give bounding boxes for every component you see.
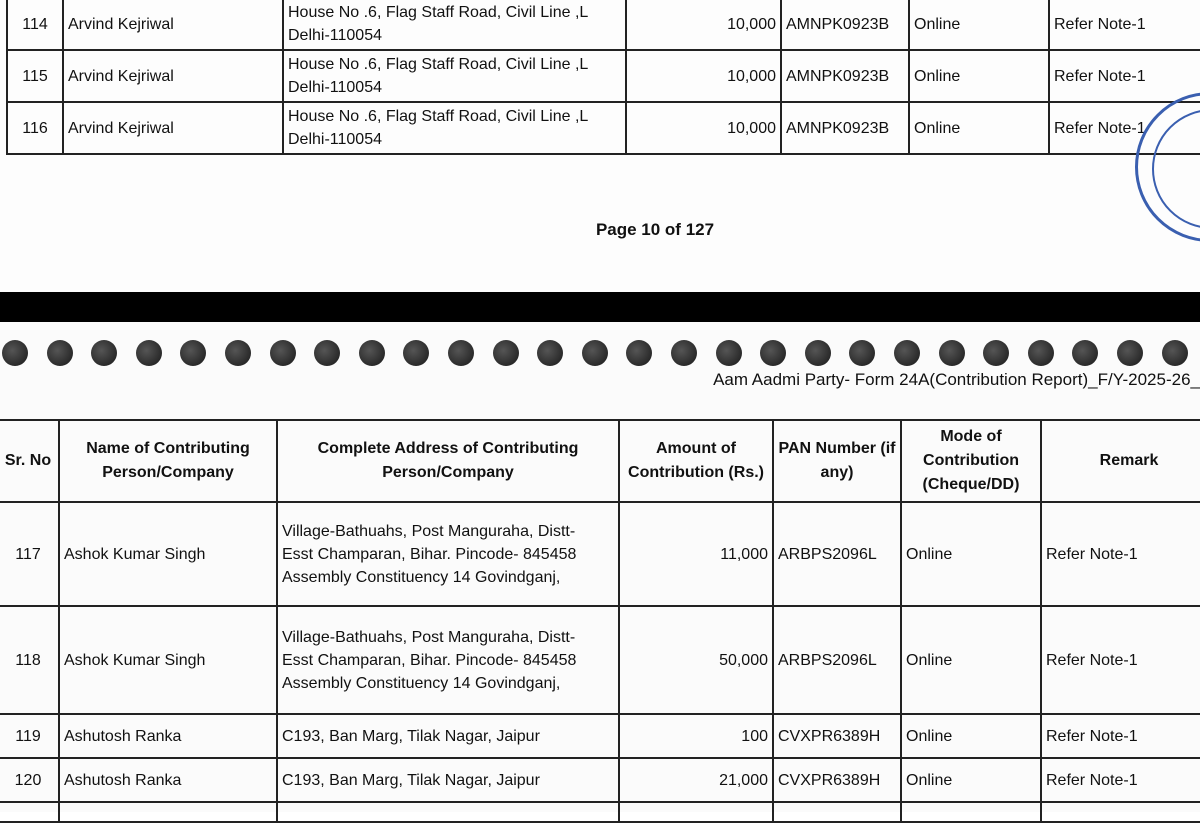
pan-cell: AMNPK0923B [781, 50, 909, 102]
address-cell [283, 50, 626, 102]
remark-cell: Refer Note-1 [1041, 502, 1200, 606]
pan-cell: AMNPK0923B [781, 0, 909, 50]
pan-cell: ARBPS2096L [773, 606, 901, 714]
punch-hole [403, 340, 429, 366]
pan-cell: CVXPR6389H [773, 714, 901, 758]
amount-cell: 100 [619, 714, 773, 758]
remark-cell: Refer Note-1 [1041, 606, 1200, 714]
punch-hole [493, 340, 519, 366]
punch-hole [849, 340, 875, 366]
remark-cell: Refer Note-1 [1049, 50, 1200, 102]
address-line: Esst Champaran, Bihar. Pincode- 845458 [282, 545, 577, 563]
punch-hole [1072, 340, 1098, 366]
mode-cell: Online [901, 758, 1041, 802]
pan-cell: CVXPR6389H [773, 758, 901, 802]
page-number: Page 10 of 127 [595, 220, 715, 239]
address-line: Assembly Constituency 14 Govindganj, [282, 568, 561, 586]
empty-cell [59, 802, 277, 822]
address-cell [277, 606, 619, 714]
address-line: House No .6, Flag Staff Road, Civil Line ,L [288, 4, 589, 21]
address-line: Assembly Constituency 14 Govindganj, [282, 674, 561, 692]
sr-no-cell: 116 [7, 102, 63, 154]
mode-cell: Online [901, 606, 1041, 714]
address-cell: C193, Ban Marg, Tilak Nagar, Jaipur [277, 758, 619, 802]
mode-cell: Online [909, 102, 1049, 154]
mode-cell: Online [909, 50, 1049, 102]
empty-cell [277, 802, 619, 822]
address-line: Village-Bathuahs, Post Manguraha, Distt- [282, 628, 576, 646]
amount-cell: 10,000 [626, 102, 781, 154]
sr-no-cell: 115 [7, 50, 63, 102]
table-row [0, 802, 1200, 822]
table-row [0, 758, 1200, 802]
sr-no-cell: 117 [0, 502, 59, 606]
address-line: Village-Bathuahs, Post Manguraha, Distt- [282, 522, 576, 540]
amount-cell: 11,000 [619, 502, 773, 606]
empty-cell [0, 802, 59, 822]
address-line: Delhi-110054 [288, 131, 382, 148]
remark-cell: Refer Note-1 [1041, 714, 1200, 758]
punch-hole [225, 340, 251, 366]
header-remark: Remark [1041, 420, 1200, 502]
sr-no-cell: 119 [0, 714, 59, 758]
punch-hole [1028, 340, 1054, 366]
punch-hole [270, 340, 296, 366]
punch-holes [0, 340, 1200, 370]
name-cell: Arvind Kejriwal [63, 102, 283, 154]
punch-hole [805, 340, 831, 366]
name-cell: Arvind Kejriwal [63, 50, 283, 102]
form-title: Aam Aadmi Party- Form 24A(Contribution Report)_F/Y-2025-26_ [713, 370, 1200, 389]
table-row [0, 714, 1200, 758]
punch-hole [671, 340, 697, 366]
address-cell [283, 102, 626, 154]
table-row [0, 502, 1200, 606]
mode-cell: Online [901, 502, 1041, 606]
header-amount: Amount of Contribution (Rs.) [619, 420, 773, 502]
mode-cell: Online [909, 0, 1049, 50]
header-mode: Mode of Contribution (Cheque/DD) [901, 420, 1041, 502]
table-row [7, 102, 1200, 154]
punch-hole [939, 340, 965, 366]
header-pan: PAN Number (if any) [773, 420, 901, 502]
name-cell: Ashutosh Ranka [59, 758, 277, 802]
contribution-table [0, 419, 1200, 823]
punch-hole [626, 340, 652, 366]
previous-page-fragment [0, 0, 1200, 292]
empty-cell [1041, 802, 1200, 822]
punch-hole [1162, 340, 1188, 366]
name-cell: Ashutosh Ranka [59, 714, 277, 758]
table-header-row [0, 420, 1200, 502]
address-line: House No .6, Flag Staff Road, Civil Line ,L [288, 108, 589, 125]
page-separator [0, 292, 1200, 322]
empty-cell [773, 802, 901, 822]
punch-hole [47, 340, 73, 366]
address-line: Delhi-110054 [288, 27, 382, 44]
remark-cell: Refer Note-1 [1041, 758, 1200, 802]
punch-hole [2, 340, 28, 366]
amount-cell: 50,000 [619, 606, 773, 714]
name-cell: Ashok Kumar Singh [59, 502, 277, 606]
punch-hole [180, 340, 206, 366]
header-address: Complete Address of Contributing Person/Company [277, 420, 619, 502]
punch-hole [136, 340, 162, 366]
name-cell: Arvind Kejriwal [63, 0, 283, 50]
punch-hole [314, 340, 340, 366]
address-line: Delhi-110054 [288, 79, 382, 96]
table-row [7, 0, 1200, 50]
empty-cell [619, 802, 773, 822]
pan-cell: ARBPS2096L [773, 502, 901, 606]
header-name: Name of Contributing Person/Company [59, 420, 277, 502]
sr-no-cell: 120 [0, 758, 59, 802]
punch-hole [1117, 340, 1143, 366]
empty-cell [901, 802, 1041, 822]
punch-hole [716, 340, 742, 366]
punch-hole [582, 340, 608, 366]
remark-cell: Refer Note-1 [1049, 102, 1200, 154]
punch-hole [359, 340, 385, 366]
punch-hole [91, 340, 117, 366]
punch-hole [983, 340, 1009, 366]
address-cell: C193, Ban Marg, Tilak Nagar, Jaipur [277, 714, 619, 758]
punch-hole [894, 340, 920, 366]
amount-cell: 10,000 [626, 50, 781, 102]
address-line: House No .6, Flag Staff Road, Civil Line ,L [288, 56, 589, 73]
address-line: Esst Champaran, Bihar. Pincode- 845458 [282, 651, 577, 669]
table-row [7, 50, 1200, 102]
amount-cell: 10,000 [626, 0, 781, 50]
sr-no-cell: 114 [7, 0, 63, 50]
address-cell [277, 502, 619, 606]
seal-inner-ring [1152, 109, 1200, 229]
sr-no-cell: 118 [0, 606, 59, 714]
contribution-table-top [6, 0, 1200, 155]
address-cell [283, 0, 626, 50]
punch-hole [537, 340, 563, 366]
header-sr-no: Sr. No [0, 420, 59, 502]
punch-hole [760, 340, 786, 366]
punch-hole [448, 340, 474, 366]
name-cell: Ashok Kumar Singh [59, 606, 277, 714]
table-row [0, 606, 1200, 714]
mode-cell: Online [901, 714, 1041, 758]
remark-cell: Refer Note-1 [1049, 0, 1200, 50]
amount-cell: 21,000 [619, 758, 773, 802]
pan-cell: AMNPK0923B [781, 102, 909, 154]
